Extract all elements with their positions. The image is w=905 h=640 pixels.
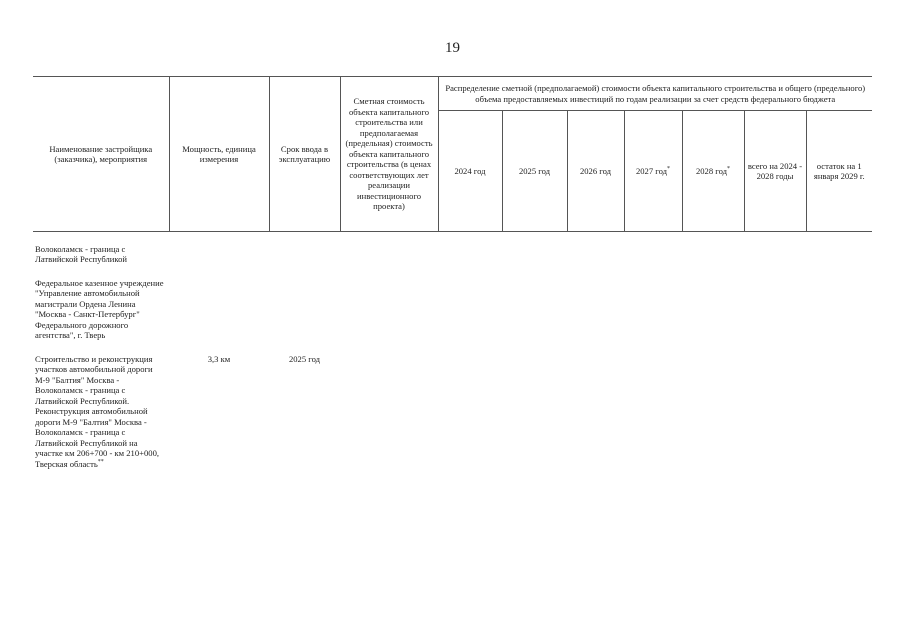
table-row <box>33 232 872 265</box>
page-number: 19 <box>445 40 460 56</box>
header-remainder: остаток на 1 января 2029 г. <box>806 111 872 232</box>
row-name-customer: Федеральное казенное учреждение "Управление автомобильной магистрали Ордена Ленина "Москва - Санкт-Петербург" Федерального дорожного агентства", г. Тверь <box>35 277 164 341</box>
header-year-2025: 2025 год <box>502 111 567 232</box>
header-distribution: Распределение сметной (предполагаемой) стоимости объекта капитального строительства и общего (предельного) объема предоставляемых инвестиций по годам реализации за счет средств федерального бюджета <box>438 77 872 111</box>
row-commissioning: 2025 год <box>288 353 321 364</box>
header-year-2027-label: 2027 год <box>635 165 668 176</box>
row-name-project <box>35 354 167 469</box>
row-name-project-footnote-mark: ** <box>97 458 104 465</box>
table-row <box>33 265 872 341</box>
row-name-project-text: Строительство и реконструкция участков автомобильной дороги М-9 "Балтия" Москва - Волоколамск - граница с Латвийской Республикой. Реконструкция автомобильной дороги М-9 "Балтия" Москва - Волоколамск - граница с Латвийской Республикой на участке км 206+700 - км 210+000, Тверская область <box>35 353 160 469</box>
header-estimated-cost: Сметная стоимость объекта капитального строительства или предполагаемая (предельная) стоимость объекта капитального строительства (в ценах соответствующих лет реализации инвестиционного проекта) <box>340 77 438 232</box>
header-total: всего на 2024 - 2028 годы <box>744 111 806 232</box>
header-year-2026: 2026 год <box>567 111 624 232</box>
investment-table <box>33 76 872 469</box>
header-commissioning: Срок ввода в эксплуатацию <box>269 77 340 232</box>
header-year-2028 <box>682 111 744 232</box>
row-name-route: Волоколамск - граница с Латвийской Республикой <box>35 244 127 265</box>
table-row <box>33 341 872 469</box>
header-capacity: Мощность, единица измерения <box>169 77 269 232</box>
header-year-2028-footnote-mark: * <box>727 165 731 172</box>
row-capacity: 3,3 км <box>207 353 231 364</box>
header-year-2027-footnote-mark: * <box>667 165 671 172</box>
header-name: Наименование застройщика (заказчика), мероприятия <box>33 77 169 232</box>
header-year-2027 <box>624 111 682 232</box>
header-year-2024: 2024 год <box>438 111 502 232</box>
header-year-2028-label: 2028 год <box>695 165 728 176</box>
